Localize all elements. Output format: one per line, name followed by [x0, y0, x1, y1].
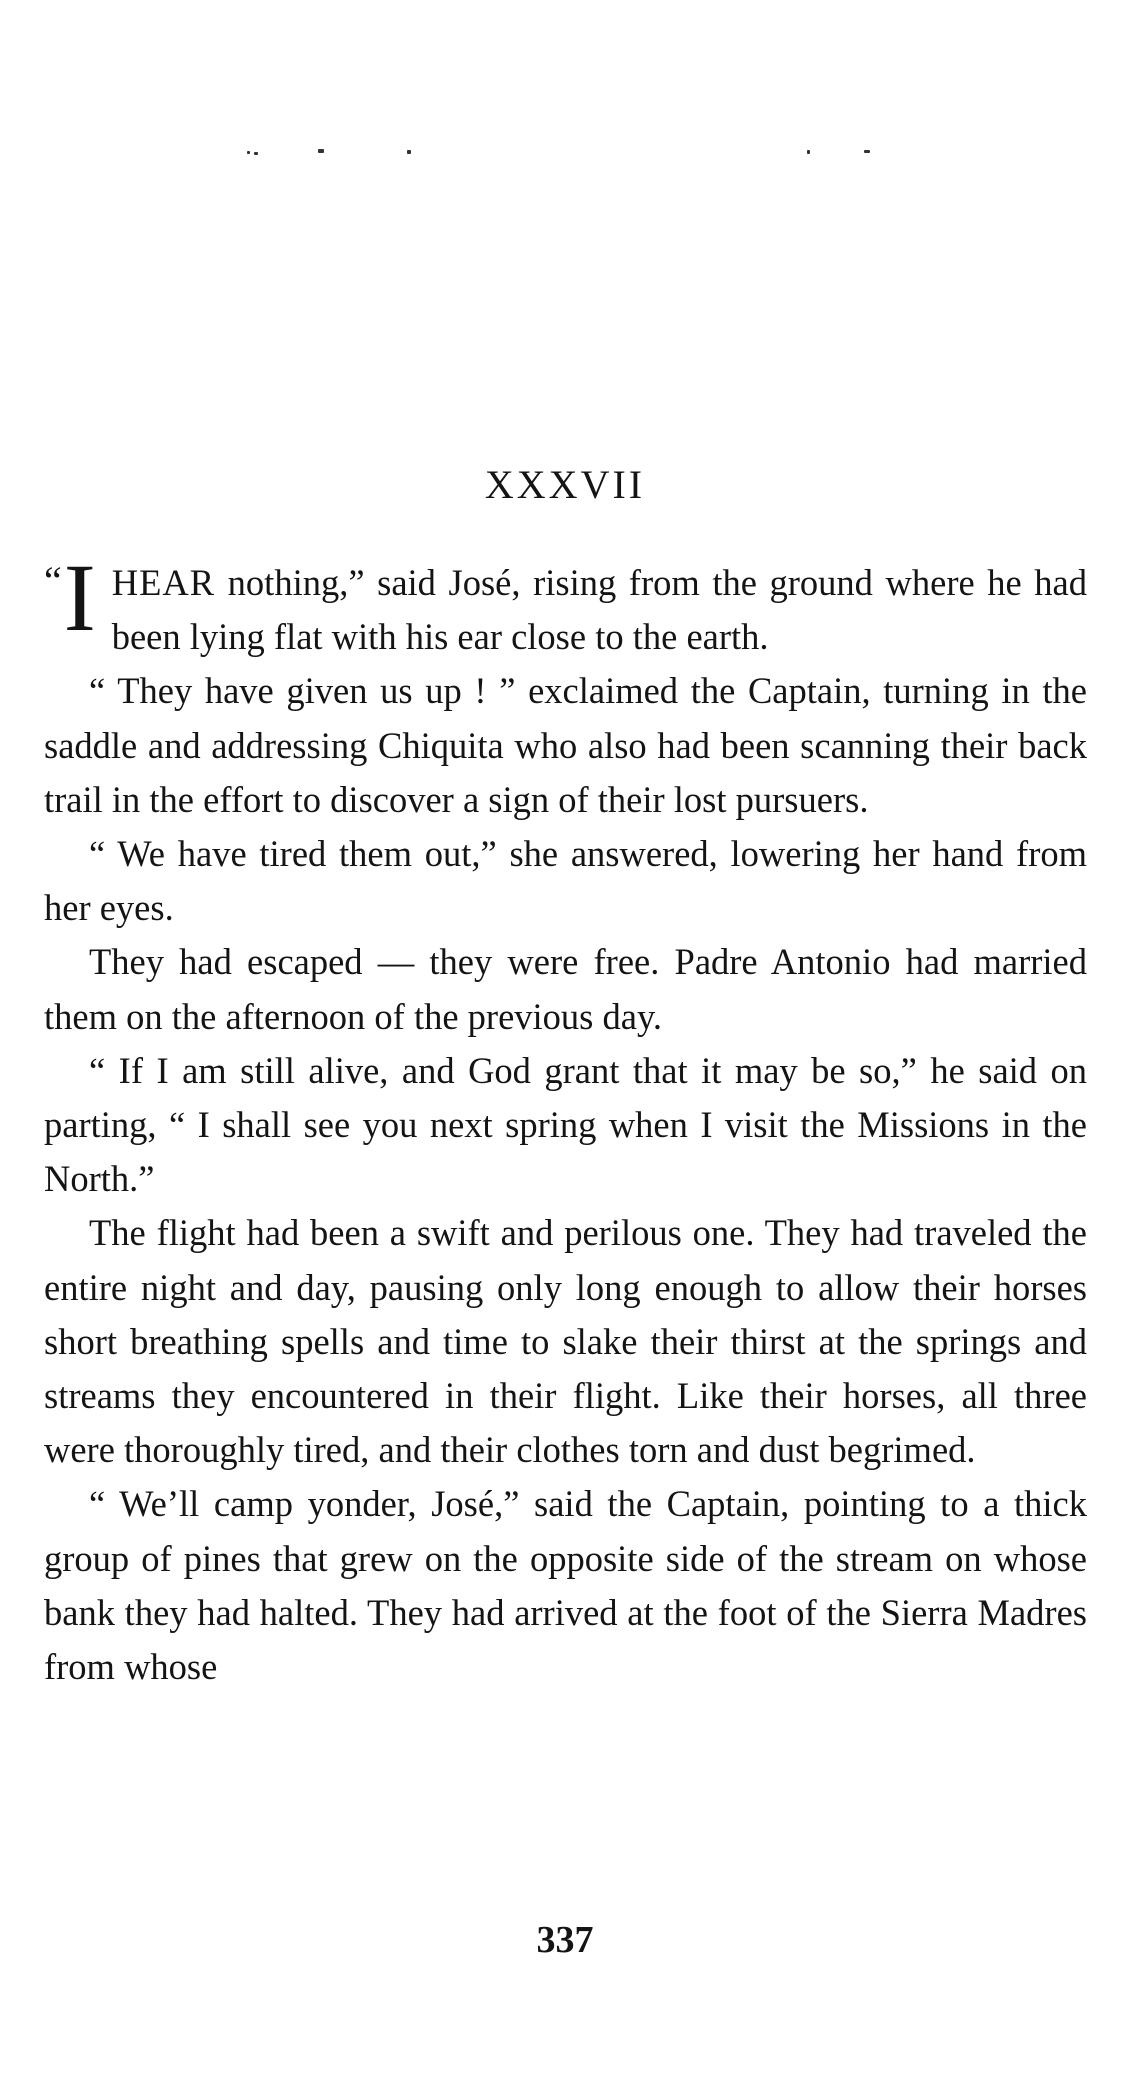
- paragraph-1-text: nothing,” said José, rising from the ground where he had been lying flat with his ear close to the earth.: [111, 562, 1087, 658]
- paragraph-1: [44, 544, 1087, 664]
- paragraph-2: “ They have given us up ! ” exclaimed the Captain, turning in the saddle and addressing Chiquita who also had been scanning their back trail in the effort to discover a sign of their lost pursuers.: [44, 670, 1087, 820]
- paragraph-3: “ We have tired them out,” she answered, lowering her hand from her eyes.: [44, 833, 1087, 929]
- speck: [864, 150, 870, 153]
- body-text: [44, 544, 1087, 1694]
- page-number: 337: [536, 1919, 594, 1961]
- speck: [807, 150, 810, 154]
- paragraph-5: “ If I am still alive, and God grant that it may be so,” he said on parting, “ I shall see you next spring when I visit the Missions in the North.”: [44, 1049, 1087, 1200]
- paragraph-6: The flight had been a swift and perilous one. They had traveled the entire night and day, pausing only long enough to allow their horses short breathing spells and time to slake their thirst at the springs and streams they encountered in their flight. Like their horses, all three were thoroughly tired, and their clothes torn and dust begrimed.: [44, 1212, 1087, 1471]
- speck: [318, 149, 324, 153]
- speck: [407, 150, 411, 154]
- scan-specks: [0, 147, 1130, 159]
- paragraph-4: They had escaped — they were free. Padre Antonio had married them on the afternoon of the previous day.: [44, 941, 1087, 1037]
- speck: [247, 151, 250, 154]
- speck: [254, 152, 258, 155]
- lead-caps: HEAR: [111, 562, 216, 603]
- opening-quote: “: [44, 558, 62, 603]
- paragraph-7: “ We’ll camp yonder, José,” said the Captain, pointing to a thick group of pines that grew on the opposite side of the stream on whose bank they had halted. They had arrived at the foot of the Sierra Madres from whose: [44, 1483, 1087, 1688]
- chapter-heading: XXXVII: [484, 462, 646, 507]
- drop-cap: I: [63, 544, 96, 651]
